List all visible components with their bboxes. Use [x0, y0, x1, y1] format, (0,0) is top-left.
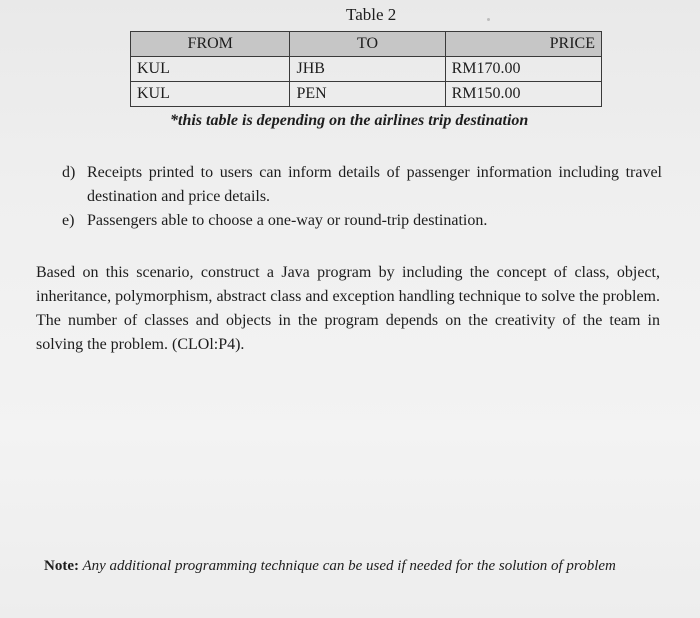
requirements-list: [62, 161, 662, 233]
table-header-row: [131, 32, 602, 57]
header-from: FROM: [131, 32, 290, 57]
table-row: [131, 82, 602, 107]
list-item: [62, 161, 662, 209]
list-item: [62, 209, 662, 233]
list-item-text: Receipts printed to users can inform details of passenger information including travel destination and price details.: [87, 164, 662, 205]
cell-to: PEN: [290, 82, 445, 107]
header-to: TO: [290, 32, 445, 57]
cell-from: KUL: [131, 82, 290, 107]
table-caption: Table 2: [346, 5, 397, 24]
list-item-text: Passengers able to choose a one-way or round-trip destination.: [87, 212, 488, 229]
cell-price: RM170.00: [445, 57, 601, 82]
list-marker: d): [62, 164, 76, 181]
cell-to: JHB: [290, 57, 445, 82]
list-marker: e): [62, 212, 75, 229]
table-row: [131, 57, 602, 82]
note-label: Note:: [44, 558, 79, 574]
scenario-paragraph: Based on this scenario, construct a Java program by including the concept of class, object, inheritance, polymorphism, abstract class and exception handling technique to solve the problem. The number of classes and objects in the program depends on the creativity of the team in solving the problem. (CLOl:P4).: [36, 264, 660, 353]
cell-price: RM150.00: [445, 82, 601, 107]
price-table: [130, 31, 602, 107]
speck: [487, 18, 490, 21]
header-price: PRICE: [445, 32, 601, 57]
note-paragraph: [44, 556, 656, 576]
table-footnote: *this table is depending on the airlines trip destination: [170, 112, 529, 129]
cell-from: KUL: [131, 57, 290, 82]
note-text: Any additional programming technique can be used if needed for the solution of problem: [82, 558, 616, 574]
